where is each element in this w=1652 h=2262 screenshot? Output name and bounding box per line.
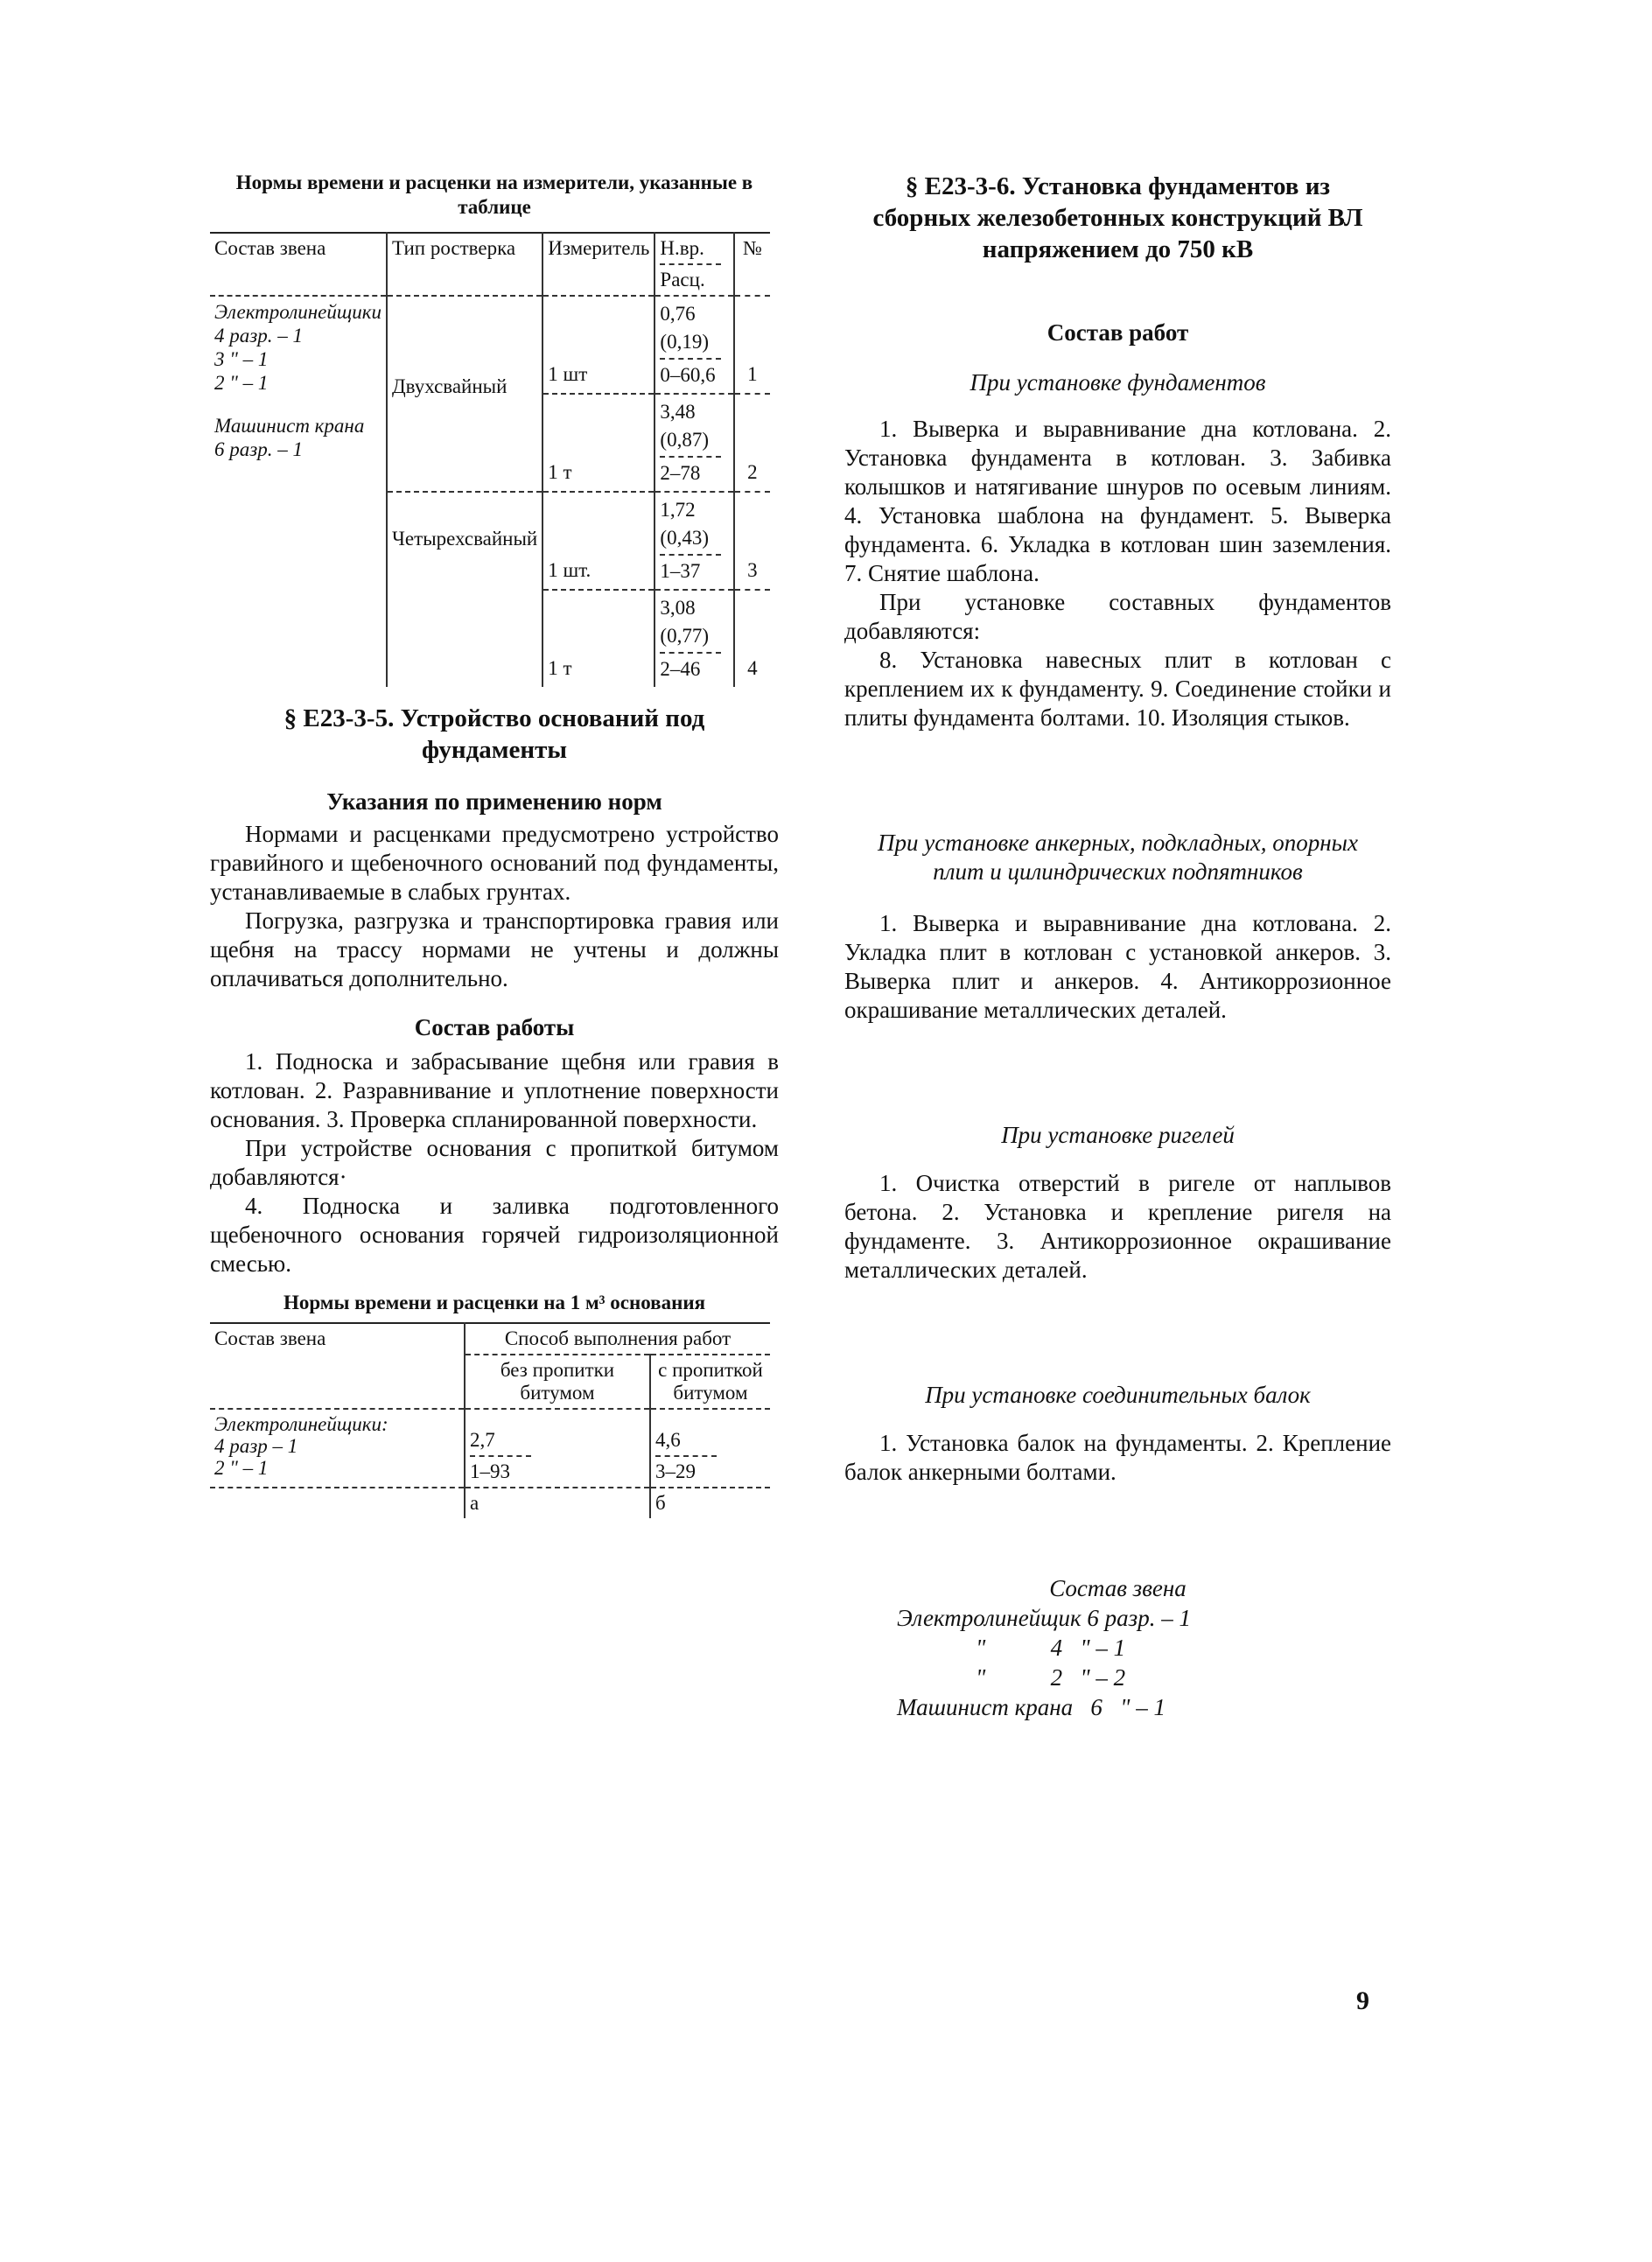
t2-method-header: Способ выполнения работ xyxy=(465,1323,770,1355)
meter-cell-2: 1 т xyxy=(542,394,654,492)
section-5-paragraph-1: Нормами и расценками предусмотрено устройство гравийного и щебеночного оснований под фундаменты, устанавливаемые в слабых грунтах. xyxy=(210,821,779,905)
norms-table-2 xyxy=(210,1322,770,1518)
fraction-line xyxy=(660,358,721,360)
t2-empty-cell xyxy=(210,1488,465,1518)
crew-list xyxy=(897,1603,1391,1722)
table2-header-row-1 xyxy=(210,1323,770,1355)
t2-crew-line-2: 2 " – 1 xyxy=(214,1457,269,1479)
th-crew: Состав звена xyxy=(210,233,387,296)
norm-paren: (0,19) xyxy=(660,331,709,353)
t2-a-cell xyxy=(465,1409,650,1488)
right-work-title: Состав работ xyxy=(1046,319,1189,346)
table2-caption xyxy=(210,1291,779,1315)
table2-column-row xyxy=(210,1488,770,1518)
norm-value: 3,48 xyxy=(660,401,696,423)
crew-line-4: Машинист крана xyxy=(214,415,365,437)
t2-crew-title: Электролинейщики: xyxy=(214,1413,388,1435)
fraction-line xyxy=(660,263,721,265)
norm-cell-4 xyxy=(654,590,733,687)
t2-a-rate: 1–93 xyxy=(470,1460,510,1482)
norms-table-1 xyxy=(210,232,770,687)
table2-data-row xyxy=(210,1409,770,1488)
section-5-paragraph-2: Погрузка, разгрузка и транспортировка гравия или щебня на трассу нормами не учтены и должны оплачиваться дополнительно. xyxy=(210,907,779,991)
norm-cell-3 xyxy=(654,492,733,590)
type-cell-3: Четырехсвайный xyxy=(387,492,542,687)
crew-line-2: 3 " – 1 xyxy=(214,348,269,370)
norm-cell-2 xyxy=(654,394,733,492)
th-type: Тип ростверка xyxy=(387,233,542,296)
right-column xyxy=(844,171,1391,1722)
anchor-plates-title: При установке анкерных, подкладных, опорных плит и цилиндрических подпятников xyxy=(878,830,1358,885)
beams-title: При установке соединительных балок xyxy=(925,1382,1311,1408)
th-number: № xyxy=(742,237,762,259)
t2-col-a: а xyxy=(465,1488,650,1518)
meter-cell-1: 1 шт xyxy=(542,296,654,394)
section-5-paragraph-5: 4. Подноска и заливка подготовленного щебеночного основания горячей гидроизоляционной смесью. xyxy=(210,1193,779,1277)
crew-line-3: " 2 " – 2 xyxy=(976,1664,1126,1691)
norm-paren: (0,77) xyxy=(660,625,709,647)
norm-paren: (0,87) xyxy=(660,429,709,451)
fraction-line xyxy=(660,554,721,556)
foundations-paragraph-2: При установке составных фундаментов добавляются: xyxy=(844,589,1391,644)
section-5-guide-title: Указания по применению норм xyxy=(326,788,662,815)
th-meter: Измеритель xyxy=(542,233,654,296)
crossbars-paragraph: 1. Очистка отверстий в ригеле от наплывов бетона. 2. Установка и крепление ригеля на фундаменте. 3. Антикоррозионное окрашивание металлических деталей. xyxy=(844,1170,1391,1283)
t2-b-norm: 4,6 xyxy=(655,1429,681,1451)
rate-value: 2–78 xyxy=(660,462,701,484)
norm-cell-1 xyxy=(654,296,733,394)
norm-paren: (0,43) xyxy=(660,527,709,549)
crew-line-1: 4 разр. – 1 xyxy=(214,325,303,347)
t2-crew-line-1: 4 разр – 1 xyxy=(214,1435,298,1457)
section-5-paragraph-3: 1. Подноска и забрасывание щебня или гравия в котлован. 2. Разравнивание и уплотнение поверхности основания. 3. Проверка спланированной поверхности. xyxy=(210,1048,779,1132)
th-norm xyxy=(654,233,733,296)
norm-value: 3,08 xyxy=(660,597,696,619)
section-6-title: § Е23-3-6. Установка фундаментов из сборных железобетонных конструкций ВЛ напряжением до 750 кВ xyxy=(872,172,1363,263)
number-cell-2: 2 xyxy=(734,394,770,492)
norm-value: 1,72 xyxy=(660,499,696,521)
meter-cell-4: 1 т xyxy=(542,590,654,687)
table2-caption-text: Нормы времени и расценки на 1 м³ основания xyxy=(283,1292,706,1313)
t2-b-rate: 3–29 xyxy=(655,1460,696,1482)
crew-line-3: 2 " – 1 xyxy=(214,372,269,394)
foundations-title: При установке фундаментов xyxy=(970,369,1266,396)
number-cell-3: 3 xyxy=(734,492,770,590)
t2-a-norm: 2,7 xyxy=(470,1429,495,1451)
foundations-paragraph-1: 1. Выверка и выравнивание дна котлована. 2. Установка фундамента в котлован. 3. Забивка колышков и натягивание шнуров по осевым линиям. 4. Установка шаблона на фундамент. 5. Выверка фундамента. 6. Укладка в котлован шин заземления. 7. Снятие шаблона. xyxy=(844,416,1391,586)
t2-crew-header: Состав звена xyxy=(210,1323,465,1409)
t2-crew-cell xyxy=(210,1409,465,1488)
fraction-line xyxy=(470,1455,531,1457)
meter-cell-3: 1 шт. xyxy=(542,492,654,590)
left-column xyxy=(210,171,779,1518)
th-norm-label: Н.вр. xyxy=(660,237,704,259)
rate-value: 1–37 xyxy=(660,560,701,582)
rate-value: 0–60,6 xyxy=(660,364,716,386)
norm-value: 0,76 xyxy=(660,303,696,325)
t2-col-b: б xyxy=(655,1492,666,1514)
crew-line-4: Машинист крана 6 " – 1 xyxy=(897,1694,1166,1720)
number-cell-1: 1 xyxy=(734,296,770,394)
section-5-work-title: Состав работы xyxy=(414,1014,575,1040)
section-5-title: § Е23-3-5. Устройство оснований под фундаменты xyxy=(284,704,705,764)
fraction-line xyxy=(660,652,721,654)
number-cell-4: 4 xyxy=(747,657,758,679)
table1-row-1 xyxy=(210,296,770,394)
crew-cell xyxy=(210,296,387,687)
th-rate-label: Расц. xyxy=(660,269,705,291)
table1-caption: Нормы времени и расценки на измерители, указанные в таблице xyxy=(235,172,753,218)
crew-line-2: " 4 " – 1 xyxy=(976,1635,1126,1661)
crossbars-title: При установке ригелей xyxy=(1001,1122,1235,1148)
section-5-paragraph-4: При устройстве основания с пропиткой битумом добавляются· xyxy=(210,1135,779,1190)
foundations-paragraph-3: 8. Установка навесных плит в котлован с креплением их к фундаменту. 9. Соединение стойки и плиты фундамента болтами. 10. Изоляция стыков. xyxy=(844,647,1391,731)
page-number: 9 xyxy=(1356,1986,1369,2015)
fraction-line xyxy=(660,456,721,458)
type-cell-1: Двухсвайный xyxy=(387,296,542,492)
crew-line-5: 6 разр. – 1 xyxy=(214,438,303,460)
t2-header-a: без пропитки битумом xyxy=(465,1355,650,1409)
t2-b-cell xyxy=(650,1409,770,1488)
anchor-plates-paragraph: 1. Выверка и выравнивание дна котлована. 2. Укладка плит в котлован с установкой анкеров. 3. Выверка плит и анкеров. 4. Антикоррозионное окрашивание металлических деталей. xyxy=(844,910,1391,1023)
crew-title: Состав звена xyxy=(1049,1575,1186,1601)
rate-value: 2–46 xyxy=(660,658,701,680)
t2-header-b: с пропиткой битумом xyxy=(650,1355,770,1409)
crew-title: Электролинейщики xyxy=(214,301,382,323)
beams-paragraph: 1. Установка балок на фундаменты. 2. Крепление балок анкерными болтами. xyxy=(844,1430,1391,1485)
crew-line-1: Электролинейщик 6 разр. – 1 xyxy=(897,1605,1191,1631)
table1-header-row xyxy=(210,233,770,296)
fraction-line xyxy=(655,1455,717,1457)
